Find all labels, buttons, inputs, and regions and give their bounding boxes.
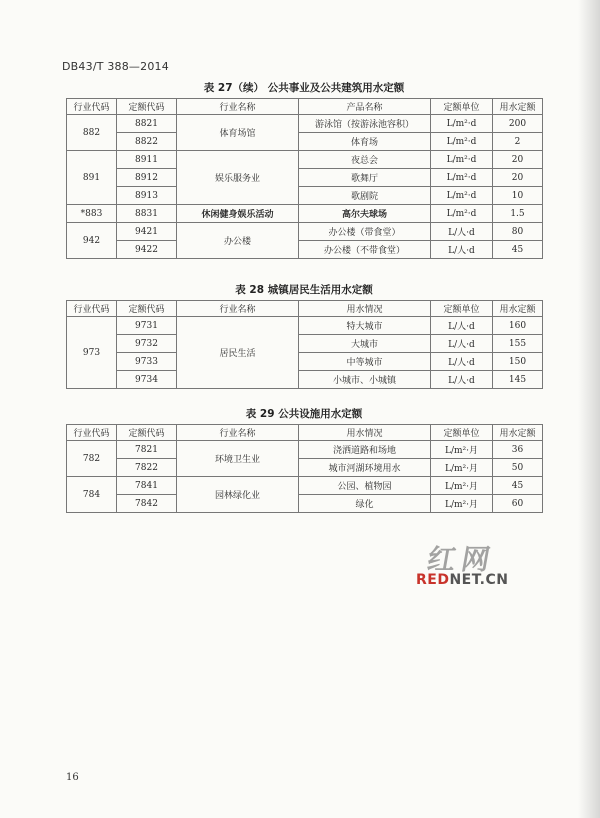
table-row [67, 353, 543, 371]
column-header: 用水情况 [299, 301, 431, 317]
industry-code-cell: 882 [67, 115, 117, 151]
table-header-row [67, 301, 543, 317]
watermark-en-text [416, 572, 508, 588]
column-header: 行业代码 [67, 301, 117, 317]
column-header: 定额代码 [117, 301, 177, 317]
column-header: 用水情况 [299, 425, 431, 441]
quota-value-cell: 155 [493, 335, 543, 353]
industry-code-cell: 942 [67, 223, 117, 259]
unit-cell: L/人·d [431, 223, 493, 241]
quota-code-cell: 9734 [117, 371, 177, 389]
table-row [67, 205, 543, 223]
unit-cell: L/m²·d [431, 169, 493, 187]
item-cell: 高尔夫球场 [299, 205, 431, 223]
quota-value-cell: 1.5 [493, 205, 543, 223]
table-row [67, 441, 543, 459]
quota-code-cell: 8913 [117, 187, 177, 205]
column-header: 行业名称 [177, 425, 299, 441]
item-cell: 特大城市 [299, 317, 431, 335]
item-cell: 办公楼（不带食堂） [299, 241, 431, 259]
table28-caption: 表 28 城镇居民生活用水定额 [235, 284, 373, 296]
quota-value-cell: 80 [493, 223, 543, 241]
column-header: 用水定额 [493, 301, 543, 317]
quota-value-cell: 2 [493, 133, 543, 151]
column-header: 产品名称 [299, 99, 431, 115]
table27-public-buildings [66, 98, 543, 259]
unit-cell: L/人·d [431, 353, 493, 371]
column-header: 行业代码 [67, 425, 117, 441]
unit-cell: L/人·d [431, 335, 493, 353]
table-row [67, 169, 543, 187]
quota-code-cell: 9733 [117, 353, 177, 371]
table27-caption: 表 27（续） 公共事业及公共建筑用水定额 [203, 82, 405, 94]
quota-value-cell: 36 [493, 441, 543, 459]
quota-code-cell: 7821 [117, 441, 177, 459]
industry-name-cell: 园林绿化业 [177, 477, 299, 513]
item-cell: 办公楼（带食堂） [299, 223, 431, 241]
table-header-row [67, 99, 543, 115]
unit-cell: L/m²·d [431, 133, 493, 151]
watermark-cn-text: 红网 [424, 543, 499, 576]
quota-code-cell: 7842 [117, 495, 177, 513]
column-header: 定额单位 [431, 301, 493, 317]
quota-value-cell: 150 [493, 353, 543, 371]
industry-name-cell: 居民生活 [177, 317, 299, 389]
watermark-en-gray: NET.CN [449, 572, 509, 588]
column-header: 行业名称 [177, 99, 299, 115]
industry-name-cell: 环境卫生业 [177, 441, 299, 477]
quota-value-cell: 145 [493, 371, 543, 389]
item-cell: 歌剧院 [299, 187, 431, 205]
rednet-watermark [402, 538, 542, 598]
table29-public-facilities [66, 424, 543, 513]
item-cell: 夜总会 [299, 151, 431, 169]
unit-cell: L/m²·月 [431, 477, 493, 495]
table-row [67, 241, 543, 259]
unit-cell: L/m²·d [431, 115, 493, 133]
table-row [67, 151, 543, 169]
column-header: 行业名称 [177, 301, 299, 317]
table29-caption: 表 29 公共设施用水定额 [245, 408, 363, 420]
industry-code-cell: 782 [67, 441, 117, 477]
item-cell: 歌舞厅 [299, 169, 431, 187]
quota-code-cell: 9422 [117, 241, 177, 259]
quota-code-cell: 9421 [117, 223, 177, 241]
quota-value-cell: 60 [493, 495, 543, 513]
quota-code-cell: 9732 [117, 335, 177, 353]
quota-code-cell: 7822 [117, 459, 177, 477]
item-cell: 大城市 [299, 335, 431, 353]
table-row [67, 459, 543, 477]
table-row [67, 477, 543, 495]
industry-code-cell: 891 [67, 151, 117, 205]
quota-value-cell: 10 [493, 187, 543, 205]
item-cell: 中等城市 [299, 353, 431, 371]
table-row [67, 187, 543, 205]
quota-code-cell: 8822 [117, 133, 177, 151]
column-header: 用水定额 [493, 99, 543, 115]
quota-code-cell: 8912 [117, 169, 177, 187]
quota-value-cell: 20 [493, 151, 543, 169]
watermark-en-red: RED [416, 572, 450, 588]
quota-value-cell: 20 [493, 169, 543, 187]
unit-cell: L/m²·d [431, 151, 493, 169]
table-row [67, 133, 543, 151]
document-id: DB43/T 388—2014 [62, 60, 169, 73]
quota-code-cell: 7841 [117, 477, 177, 495]
unit-cell: L/人·d [431, 317, 493, 335]
quota-value-cell: 45 [493, 477, 543, 495]
item-cell: 游泳馆（按游泳池容积） [299, 115, 431, 133]
quota-code-cell: 8831 [117, 205, 177, 223]
item-cell: 城市河湖环境用水 [299, 459, 431, 477]
industry-code-cell: 784 [67, 477, 117, 513]
quota-value-cell: 45 [493, 241, 543, 259]
column-header: 行业代码 [67, 99, 117, 115]
table-row [67, 317, 543, 335]
table-row [67, 495, 543, 513]
page-edge-shadow [578, 0, 600, 818]
industry-code-cell: 973 [67, 317, 117, 389]
column-header: 定额单位 [431, 425, 493, 441]
item-cell: 公园、植物园 [299, 477, 431, 495]
item-cell: 小城市、小城镇 [299, 371, 431, 389]
item-cell: 体育场 [299, 133, 431, 151]
unit-cell: L/m²·d [431, 205, 493, 223]
quota-code-cell: 9731 [117, 317, 177, 335]
industry-code-cell: *883 [67, 205, 117, 223]
table-header-row [67, 425, 543, 441]
industry-name-cell: 休闲健身娱乐活动 [177, 205, 299, 223]
industry-name-cell: 办公楼 [177, 223, 299, 259]
table-row [67, 335, 543, 353]
column-header: 定额单位 [431, 99, 493, 115]
quota-code-cell: 8911 [117, 151, 177, 169]
quota-code-cell: 8821 [117, 115, 177, 133]
quota-value-cell: 200 [493, 115, 543, 133]
unit-cell: L/m²·月 [431, 459, 493, 477]
page-number: 16 [66, 772, 79, 783]
unit-cell: L/m²·月 [431, 441, 493, 459]
unit-cell: L/m²·月 [431, 495, 493, 513]
table-row [67, 115, 543, 133]
column-header: 定额代码 [117, 425, 177, 441]
item-cell: 浇洒道路和场地 [299, 441, 431, 459]
unit-cell: L/m²·d [431, 187, 493, 205]
table-row [67, 223, 543, 241]
unit-cell: L/人·d [431, 371, 493, 389]
quota-value-cell: 50 [493, 459, 543, 477]
quota-value-cell: 160 [493, 317, 543, 335]
column-header: 用水定额 [493, 425, 543, 441]
table28-residential [66, 300, 543, 389]
item-cell: 绿化 [299, 495, 431, 513]
industry-name-cell: 体育场馆 [177, 115, 299, 151]
column-header: 定额代码 [117, 99, 177, 115]
industry-name-cell: 娱乐服务业 [177, 151, 299, 205]
unit-cell: L/人·d [431, 241, 493, 259]
table-row [67, 371, 543, 389]
